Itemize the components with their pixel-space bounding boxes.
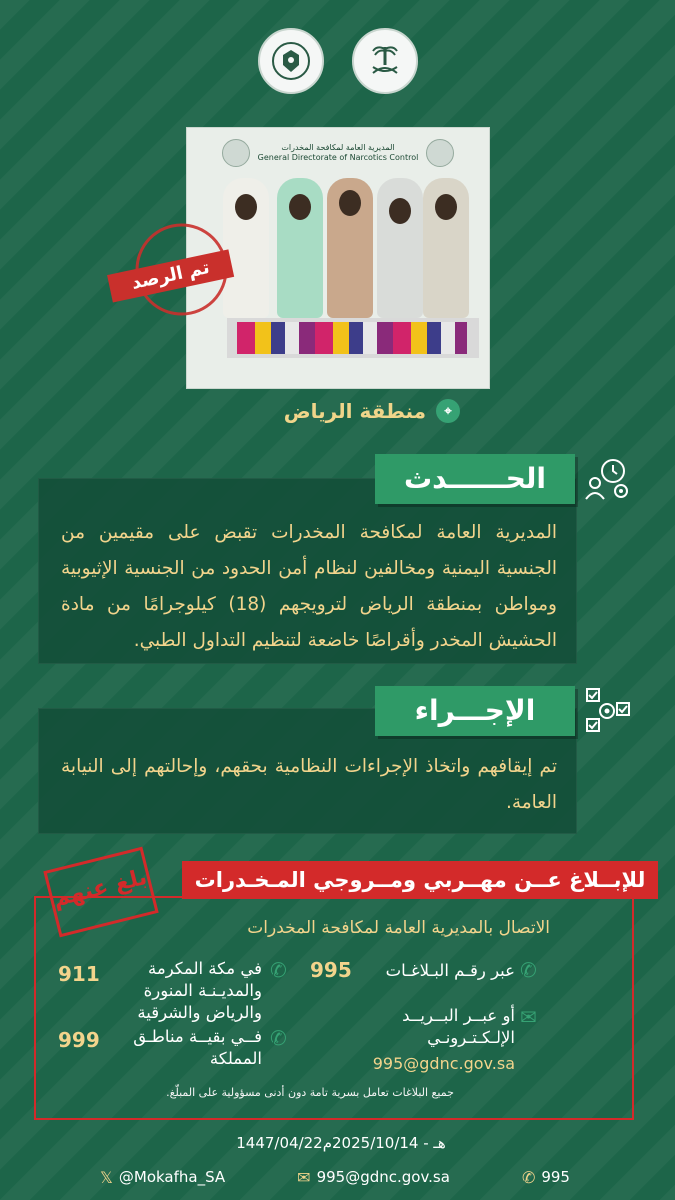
procedure-text: تم إيقافهم واتخاذ الإجراءات النظامية بحقهم، وإحالتهم إلى النيابة العامة. [61, 756, 557, 813]
report-them-stamp: بلغ عنهم [43, 847, 158, 938]
photo-header-english: General Directorate of Narcotics Control [257, 153, 419, 162]
regional-number-999[interactable]: 999 [58, 1028, 100, 1052]
event-text: المديرية العامة لمكافحة المخدرات تقبض على مقيمين من الجنسية اليمنية ومخالفين لنظام أمن الحدود من الجنسية الإثيوبية ومواطن بمنطقة الرياض لترويجهم (18) كيلوجرامًا من مادة الحشيش المخدر وأقراصًا خاضعة لتنظيم التداول الطبي. [61, 522, 557, 651]
palm-swords-icon [363, 39, 407, 83]
footer-phone-icon: ✆ [521, 1167, 536, 1187]
photo-header-arabic: المديرية العامة لمكافحة المخدرات [281, 143, 395, 152]
publish-date: 1447/04/22هـ - 2025/10/14م [236, 1134, 446, 1152]
narcotics-control-logo [258, 28, 324, 94]
photo-header [187, 136, 489, 170]
x-logo-icon: 𝕏 [100, 1167, 113, 1187]
confidentiality-note: جميع البلاغات تعامل بسرية تامة دون أدنى مسؤولية على المبلّغ. [166, 1086, 454, 1099]
location-pin-icon: ⌖ [436, 399, 460, 423]
footer-twitter[interactable] [100, 1168, 225, 1187]
phone-icon: ✆ [520, 958, 537, 982]
email-label: أو عبــر البــريــد الإلـكـتـرونـي [402, 1006, 515, 1047]
other-regions-label: فــي بقيــة مناطـق المملكة [133, 1027, 262, 1068]
hotline-label: عبر رقـم البـلاغـات [385, 961, 515, 980]
footer [100, 1165, 570, 1189]
footer-email[interactable] [297, 1168, 450, 1187]
evidence-photo [186, 127, 490, 389]
person-head [289, 194, 311, 220]
workflow-checklist-icon [580, 682, 636, 738]
hotline-number[interactable]: 995 [310, 958, 352, 982]
region-label [200, 398, 460, 424]
footer-phone-number: 995 [541, 1168, 570, 1186]
event-panel [38, 478, 577, 664]
footer-phone[interactable] [522, 1168, 570, 1187]
ministry-logo [352, 28, 418, 94]
seized-items [237, 322, 467, 354]
stamp-label: تم الرصد [107, 249, 234, 302]
person-head [339, 190, 361, 216]
footer-mail-icon: ✉ [297, 1167, 311, 1187]
region-name: منطقة الرياض [283, 399, 426, 423]
mecca-region-label: في مكة المكرمة والمديـنـة المنورة والرياض والشرقية [137, 959, 262, 1022]
person-head [435, 194, 457, 220]
timer-people-gear-icon [580, 452, 636, 508]
phone-icon-3: ✆ [270, 1026, 287, 1050]
mail-icon: ✉ [520, 1005, 537, 1029]
footer-email-text: 995@gdnc.gov.sa [316, 1168, 450, 1186]
person-head [389, 198, 411, 224]
twitter-handle: @Mokafha_SA [118, 1168, 226, 1186]
contact-heading: الاتصال بالمديرية العامة لمكافحة المخدرات [247, 918, 550, 938]
procedure-title: الإجـــراء [375, 686, 575, 736]
photo-emblem-right-icon [426, 139, 454, 167]
event-title: الحــــــدث [375, 454, 575, 504]
phone-icon-2: ✆ [270, 958, 287, 982]
report-email[interactable]: 995@gdnc.gov.sa [372, 1054, 515, 1073]
person-head [235, 194, 257, 220]
shield-emblem-icon [269, 39, 313, 83]
regional-number-911[interactable]: 911 [58, 962, 100, 986]
report-banner: للإبــلاغ عــن مهــربي ومــروجي المـخـدرات [182, 861, 658, 899]
photo-emblem-icon [222, 139, 250, 167]
